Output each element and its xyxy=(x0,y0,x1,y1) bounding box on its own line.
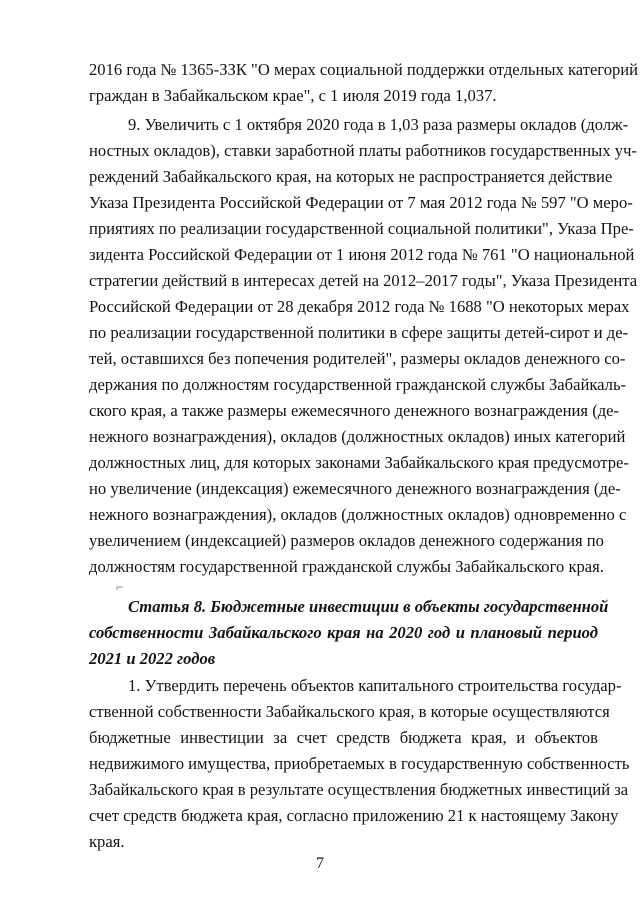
text-line: зидента Российской Федерации от 1 июня 2012 года № 761 "О национальной xyxy=(89,245,635,264)
text-line: недвижимого имущества, приобретаемых в государственную собственность xyxy=(89,754,630,773)
text-line: 2016 года № 1365-ЗЗК "О мерах социальной поддержки отдельных категорий xyxy=(89,60,639,79)
text-line: по реализации государственной политики в сфере защиты детей-сирот и де- xyxy=(89,323,629,342)
page-number: 7 xyxy=(316,855,324,872)
text-line: но увеличение (индексация) ежемесячного денежного вознаграждения (де- xyxy=(89,479,621,498)
text-line: тей, оставшихся без попечения родителей", размеры окладов денежного со- xyxy=(89,349,626,368)
article-heading: 2021 и 2022 годов xyxy=(89,649,216,668)
text-line: Забайкальского края в результате осуществления бюджетных инвестиций за xyxy=(89,780,629,799)
text-line: нежного вознаграждения), окладов (должностных окладов) иных категорий xyxy=(89,427,626,446)
text-line: стратегии действий в интересах детей на 2012–2017 годы", Указа Президента xyxy=(89,271,638,290)
text-line: ского края, а также размеры ежемесячного денежного вознаграждения (де- xyxy=(89,401,620,420)
text-line: бюджетные инвестиции за счет средств бюджета края, и объектов xyxy=(89,728,598,747)
text-line: 9. Увеличить с 1 октября 2020 года в 1,03 раза размеры окладов (долж- xyxy=(128,115,629,134)
text-line: нежного вознаграждения), окладов (должностных окладов) одновременно с xyxy=(89,505,627,524)
text-line: ностных окладов), ставки заработной платы работников государственных уч- xyxy=(89,141,637,160)
text-line: граждан в Забайкальском крае", с 1 июля 2019 года 1,037. xyxy=(89,86,497,105)
text-line: 1. Утвердить перечень объектов капитального строительства государ- xyxy=(128,676,622,695)
text-line: держания по должностям государственной гражданской службы Забайкаль- xyxy=(89,375,627,394)
text-line: Указа Президента Российской Федерации от 7 мая 2012 года № 597 "О меро- xyxy=(89,193,633,212)
article-heading: собственности Забайкальского края на 2020 год и плановый период xyxy=(89,623,598,642)
text-line: ственной собственности Забайкальского края, в которые осуществляются xyxy=(89,702,610,721)
text-line: счет средств бюджета края, согласно приложению 21 к настоящему Закону xyxy=(89,806,619,825)
text-line: увеличением (индексацией) размеров окладов денежного содержания по xyxy=(89,531,604,550)
text-line: реждений Забайкальского края, на которых не распространяется действие xyxy=(89,167,613,186)
text-line: Российской Федерации от 28 декабря 2012 года № 1688 "О некоторых мерах xyxy=(89,297,630,316)
text-line: должностям государственной гражданской службы Забайкальского края. xyxy=(89,557,604,576)
text-line: должностных лиц, для которых законами Забайкальского края предусмотре- xyxy=(89,453,629,472)
article-heading: Статья 8. Бюджетные инвестиции в объекты государственной xyxy=(128,597,609,616)
text-line: приятиях по реализации государственной социальной политики", Указа Пре- xyxy=(89,219,634,238)
text-line: края. xyxy=(89,832,125,851)
scan-mark: ⌐ xyxy=(116,580,124,594)
